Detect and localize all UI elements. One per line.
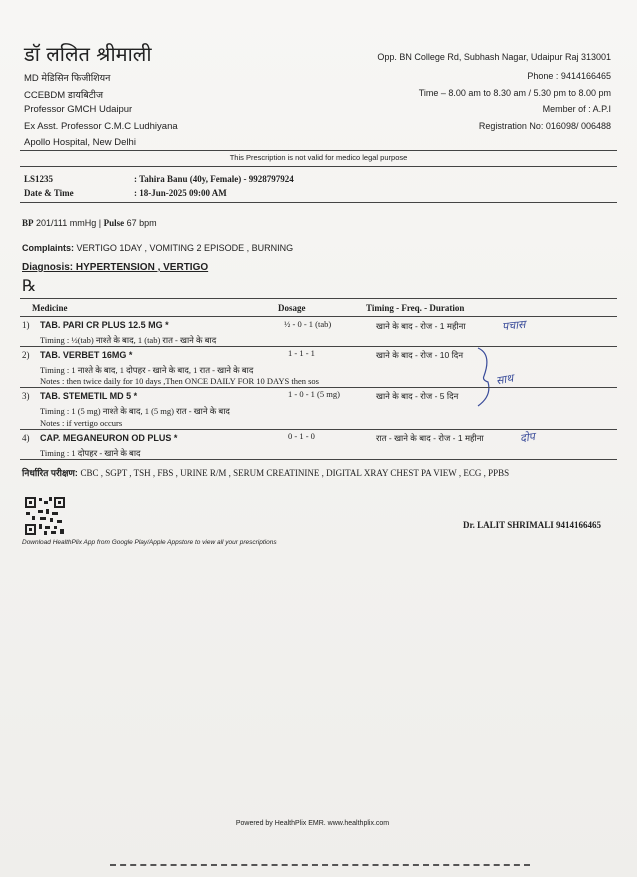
- date-value: : 18-Jun-2025 09:00 AM: [134, 188, 227, 198]
- complaints: [22, 243, 293, 253]
- clinic-address: Opp. BN College Rd, Subhash Nagar, Udaipur Raj 313001: [377, 52, 611, 62]
- med-timing: Timing : ½(tab) नाश्ते के बाद, 1 (tab) रात - खाने के बाद: [40, 335, 217, 345]
- app-download-note: Download HealthPlix App from Google Play/Apple Appstore to view all your prescriptions: [22, 539, 277, 546]
- handwritten-note: साथ: [495, 371, 515, 388]
- divider: [20, 387, 617, 388]
- diagnosis: Diagnosis: HYPERTENSION , VERTIGO: [22, 262, 209, 273]
- qualification-1: MD मेडिसिन फिजीशियन: [24, 73, 111, 84]
- med-dosage: 1 - 1 - 1: [288, 348, 315, 358]
- bp-value: 201/111 mmHg: [36, 218, 97, 228]
- pulse-value: 67 bpm: [126, 218, 157, 228]
- header-dosage: Dosage: [278, 303, 306, 313]
- divider: [20, 202, 617, 203]
- med-dosage: 1 - 0 - 1 (5 mg): [288, 389, 340, 399]
- qr-code[interactable]: [24, 496, 66, 536]
- handwritten-note: पचास: [501, 317, 527, 334]
- bottom-edge: [110, 864, 530, 866]
- patient-info: : Tahira Banu (40y, Female) - 9928797924: [134, 174, 294, 184]
- qualification-4: Ex Asst. Professor C.M.C Ludhiyana: [24, 121, 178, 132]
- rx-symbol: ℞: [22, 278, 37, 295]
- qualification-3: Professor GMCH Udaipur: [24, 104, 133, 115]
- tests: [22, 466, 622, 479]
- med-number: 3): [22, 391, 30, 401]
- med-timing: Timing : 1 (5 mg) नाश्ते के बाद, 1 (5 mg) रात - खाने के बाद: [40, 406, 230, 416]
- divider: [20, 316, 617, 317]
- clinic-timing: Time – 8.00 am to 8.30 am / 5.30 pm to 8.00 pm: [418, 88, 611, 98]
- complaints-label: Complaints:: [22, 243, 75, 253]
- patient-id: LS1235: [24, 174, 54, 184]
- header-timing: Timing - Freq. - Duration: [366, 303, 465, 313]
- med-timing: Timing : 1 दोपहर - खाने के बाद: [40, 448, 141, 458]
- med-name: TAB. STEMETIL MD 5 *: [40, 391, 138, 401]
- med-name: TAB. VERBET 16MG *: [40, 350, 133, 360]
- footer-powered-by: Powered by HealthPlix EMR. www.healthplix.com: [235, 820, 390, 827]
- med-frequency: खाने के बाद - रोज - 1 महीना: [376, 321, 466, 331]
- divider: [20, 298, 617, 299]
- med-frequency: रात - खाने के बाद - रोज - 1 महीना: [376, 433, 484, 443]
- divider: [20, 166, 617, 167]
- qualification-2: CCEBDM डायबिटीज: [24, 90, 104, 101]
- handwritten-note: दोप: [519, 430, 536, 445]
- med-number: 4): [22, 433, 30, 443]
- divider: [20, 346, 617, 347]
- med-dosage: 0 - 1 - 0: [288, 431, 315, 441]
- membership: Member of : A.P.I: [542, 104, 611, 114]
- med-notes: Notes : then twice daily for 10 days ,Then ONCE DAILY FOR 10 DAYS then sos: [40, 376, 319, 386]
- med-number: 1): [22, 320, 30, 330]
- med-name: TAB. PARI CR PLUS 12.5 MG *: [40, 320, 169, 330]
- bp-label: BP: [22, 218, 34, 228]
- tests-label: निर्धारित परीक्षण:: [22, 468, 78, 478]
- legal-disclaimer: This Prescription is not valid for medico legal purpose: [229, 153, 408, 162]
- pulse-label: Pulse: [103, 218, 125, 228]
- header-medicine: Medicine: [32, 303, 68, 313]
- clinic-phone: Phone : 9414166465: [527, 71, 611, 81]
- med-dosage: ½ - 0 - 1 (tab): [284, 319, 332, 329]
- vitals: BP 201/111 mmHg | Pulse 67 bpm: [22, 218, 157, 228]
- med-frequency: खाने के बाद - रोज - 10 दिन: [376, 350, 464, 360]
- bracket-mark: [474, 346, 496, 408]
- med-notes: Notes : if vertigo occurs: [40, 418, 123, 428]
- date-label: Date & Time: [24, 188, 74, 198]
- divider: [20, 150, 617, 151]
- tests-list: CBC , SGPT , TSH , FBS , URINE R/M , SERUM CREATININE , DIGITAL XRAY CHEST PA VIEW , ECG , PPBS: [80, 468, 510, 478]
- qualification-5: Apollo Hospital, New Delhi: [24, 137, 136, 148]
- complaints-text: VERTIGO 1DAY , VOMITING 2 EPISODE , BURNING: [76, 243, 294, 253]
- med-name: CAP. MEGANEURON OD PLUS *: [40, 433, 178, 443]
- registration-number: Registration No: 016098/ 006488: [478, 121, 611, 131]
- med-frequency: खाने के बाद - रोज - 5 दिन: [376, 391, 459, 401]
- doctor-signature-line: Dr. LALIT SHRIMALI 9414166465: [462, 520, 601, 530]
- doctor-name: डॉ ललित श्रीमाली: [24, 42, 152, 66]
- med-timing: Timing : 1 नाश्ते के बाद, 1 दोपहर - खाने के बाद, 1 रात - खाने के बाद: [40, 365, 254, 375]
- med-number: 2): [22, 350, 30, 360]
- divider: [20, 459, 617, 460]
